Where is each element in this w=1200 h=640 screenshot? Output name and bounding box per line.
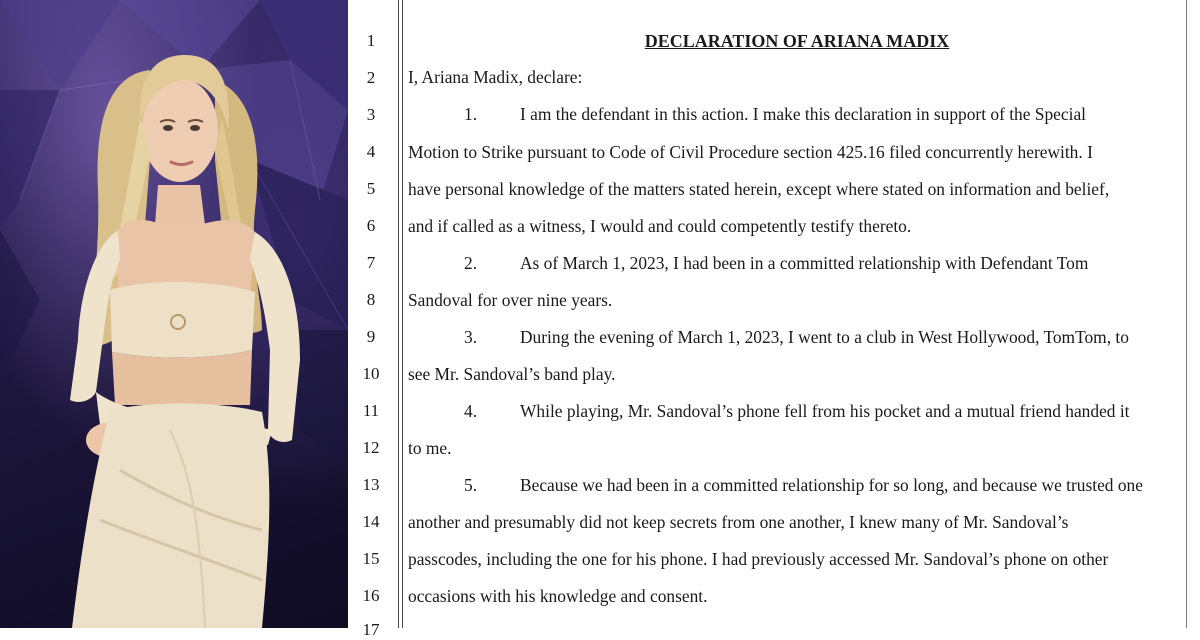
body-line: Motion to Strike pursuant to Code of Civil Procedure section 425.16 filed concurrently herewith. I xyxy=(408,142,1093,162)
body-line: have personal knowledge of the matters stated herein, except where stated on information and belief, xyxy=(408,179,1110,199)
document-title: DECLARATION OF ARIANA MADIX xyxy=(644,31,950,51)
body-line: I, Ariana Madix, declare: xyxy=(408,67,583,87)
body-line: see Mr. Sandoval’s band play. xyxy=(408,364,616,384)
body-line: Sandoval for over nine years. xyxy=(408,290,613,310)
court-declaration-page xyxy=(348,0,1200,639)
cream-top xyxy=(110,282,255,358)
line-number: 11 xyxy=(362,401,380,420)
line-number: 13 xyxy=(362,475,380,494)
line-number: 5 xyxy=(366,179,376,198)
line-number: 10 xyxy=(362,364,380,383)
body-line: passcodes, including the one for his phone. I had previously accessed Mr. Sandoval’s phone on other xyxy=(408,549,1109,569)
body-line: and if called as a witness, I would and could competently testify thereto. xyxy=(408,216,912,236)
portrait-illustration xyxy=(0,0,348,628)
body-text: While playing, Mr. Sandoval’s phone fell from his pocket and a mutual friend handed it xyxy=(520,401,1130,421)
line-number: 9 xyxy=(366,327,376,346)
line-number: 8 xyxy=(366,290,376,309)
paragraph-number: 1. xyxy=(464,104,478,124)
body-text: I am the defendant in this action. I make this declaration in support of the Special xyxy=(520,104,1086,124)
body-line: occasions with his knowledge and consent. xyxy=(408,586,708,606)
line-number: 14 xyxy=(362,512,380,531)
pleading-left-rule-inner xyxy=(402,0,403,628)
line-number: 12 xyxy=(362,438,380,457)
pleading-left-rule xyxy=(398,0,399,628)
paragraph-number: 5. xyxy=(464,475,478,495)
line-number: 4 xyxy=(366,142,376,161)
body-text: During the evening of March 1, 2023, I went to a club in West Hollywood, TomTom, to xyxy=(520,327,1129,347)
paragraph-2-first-line xyxy=(408,253,1088,273)
line-number: 6 xyxy=(366,216,376,235)
paragraph-number: 2. xyxy=(464,253,478,273)
line-number: 7 xyxy=(366,253,376,272)
line-number: 17 xyxy=(362,620,380,639)
paragraph-5-first-line xyxy=(408,475,1143,495)
paragraph-3-first-line xyxy=(408,327,1129,347)
pleading-right-rule xyxy=(1186,0,1187,628)
body-text: Because we had been in a committed relationship for so long, and because we trusted one xyxy=(520,475,1143,495)
line-number: 16 xyxy=(362,586,380,605)
body-text: As of March 1, 2023, I had been in a committed relationship with Defendant Tom xyxy=(520,253,1089,273)
line-number: 1 xyxy=(366,31,376,50)
paragraph-1-first-line xyxy=(408,104,1086,124)
line-number: 3 xyxy=(366,105,376,124)
line-number: 2 xyxy=(366,68,376,87)
paragraph-number: 3. xyxy=(464,327,478,347)
body-line: another and presumably did not keep secrets from one another, I knew many of Mr. Sandoval’s xyxy=(408,512,1069,532)
paragraph-number: 4. xyxy=(464,401,478,421)
body-line: to me. xyxy=(408,438,452,458)
paragraph-4-first-line xyxy=(408,401,1130,421)
cast-portrait-photo xyxy=(0,0,348,628)
line-number: 15 xyxy=(362,549,380,568)
